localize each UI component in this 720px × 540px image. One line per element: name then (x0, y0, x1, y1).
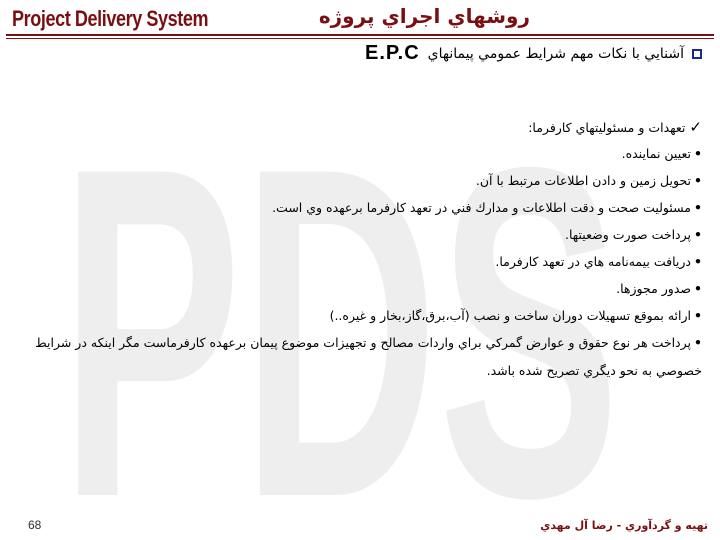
list-item-text: تحويل زمين و دادن اطلاعات مرتبط با آن. (475, 173, 691, 188)
list-item (12, 329, 702, 385)
checkmark-icon: ✓ (689, 118, 702, 136)
bullet-icon: • (694, 254, 702, 269)
obligation-list (12, 146, 702, 385)
bullet-icon: • (694, 173, 702, 188)
subtitle-acronym: E.P.C (365, 42, 420, 64)
list-item (12, 254, 702, 270)
bullet-icon: • (694, 281, 702, 296)
list-item (12, 173, 702, 189)
header-title-english: Project Delivery System (12, 6, 209, 31)
list-item-text: مسئوليت صحت و دقت اطلاعات و مدارك فني در تعهد كارفرما برعهده وي است. (272, 200, 691, 215)
list-item (12, 227, 702, 243)
list-item (12, 146, 702, 162)
bullet-icon: • (694, 308, 702, 323)
list-item (12, 281, 702, 297)
header-title-persian: روشهاي اجراي پروژه (318, 4, 530, 28)
bullet-icon: • (694, 227, 702, 242)
list-item (12, 200, 702, 216)
bullet-icon: • (694, 146, 702, 161)
header-divider (6, 34, 714, 36)
list-item-text: پرداخت هر نوع حقوق و عوارض گمركي براي واردات مصالح و تجهيزات موضوع پيمان برعهده كارفرماست مگر اينكه در شرايط خصوصي به نحو ديگري تصريح شده باشد. (35, 335, 702, 378)
bullet-icon: • (694, 200, 702, 215)
list-item-text: تعيين نماينده. (621, 146, 691, 161)
square-bullet-icon (692, 49, 702, 59)
watermark-letters: PDS (60, 95, 620, 515)
list-item-text: صدور مجوزها. (616, 281, 691, 296)
list-item-text: دريافت بيمه‌نامه هاي در تعهد كارفرما. (495, 254, 691, 269)
header-divider-thin (6, 38, 714, 39)
list-item-text: پرداخت صورت وضعيتها. (564, 227, 691, 242)
footer-credit: تهيه و گردآوري - رضا آل مهدي (540, 519, 708, 532)
bullet-icon: • (694, 335, 702, 350)
list-item (12, 308, 702, 324)
slide-subtitle (365, 42, 702, 65)
slide-content (12, 118, 702, 396)
page-number: 68 (28, 518, 42, 532)
section-heading-text: تعهدات و مسئوليتهاي كارفرما: (528, 119, 686, 135)
section-heading (12, 118, 702, 136)
subtitle-text: آشنايي با نكات مهم شرايط عمومي پيمانهاي (427, 45, 684, 62)
list-item-text: ارائه بموقع تسهيلات دوران ساخت و نصب (آب،برق،گاز،بخار و غيره..) (329, 308, 691, 323)
